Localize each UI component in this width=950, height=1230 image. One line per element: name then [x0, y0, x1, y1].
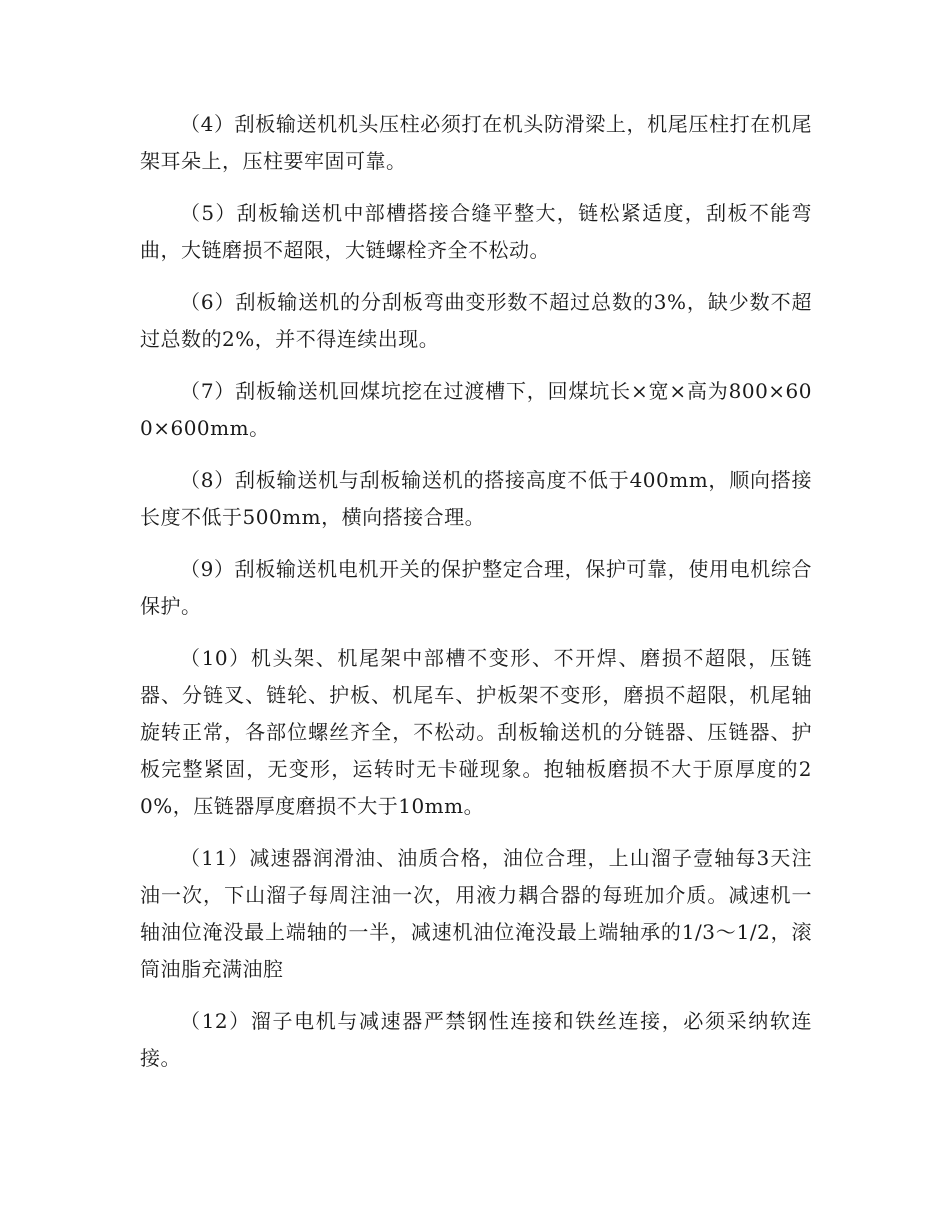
document-body [140, 106, 812, 1092]
paragraph-item-12: （12）溜子电机与减速器严禁钢性连接和铁丝连接，必须采纳软连接。 [140, 1009, 812, 1070]
paragraph-item-5: （5）刮板输送机中部槽搭接合缝平整大，链松紧适度，刮板不能弯曲，大链磨损不超限，大链螺栓齐全不松动。 [140, 201, 812, 262]
paragraph-item-4: （4）刮板输送机机头压柱必须打在机头防滑梁上，机尾压柱打在机尾架耳朵上，压柱要牢固可靠。 [140, 112, 812, 173]
paragraph-item-8: （8）刮板输送机与刮板输送机的搭接高度不低于400mm，顺向搭接长度不低于500mm，横向搭接合理。 [140, 468, 812, 529]
paragraph-item-10: （10）机头架、机尾架中部槽不变形、不开焊、磨损不超限，压链器、分链叉、链轮、护板、机尾车、护板架不变形，磨损不超限，机尾轴旋转正常，各部位螺丝齐全，不松动。刮板输送机的分链器、压链器、护板完整紧固，无变形，运转时无卡碰现象。抱轴板磨损不大于原厚度的20%，压链器厚度磨损不大于10mm。 [140, 646, 812, 818]
paragraph-item-9: （9）刮板输送机电机开关的保护整定合理，保护可靠，使用电机综合保护。 [140, 557, 812, 618]
paragraph-item-7: （7）刮板输送机回煤坑挖在过渡槽下，回煤坑长×宽×高为800×600×600mm。 [140, 379, 812, 440]
paragraph-item-6: （6）刮板输送机的分刮板弯曲变形数不超过总数的3%，缺少数不超过总数的2%，并不得连续出现。 [140, 290, 812, 351]
paragraph-item-11: （11）减速器润滑油、油质合格，油位合理，上山溜子壹轴每3天注油一次，下山溜子每周注油一次，用液力耦合器的每班加介质。减速机一轴油位淹没最上端轴的一半，减速机油位淹没最上端轴承的1/3～1/2，滚筒油脂充满油腔 [140, 846, 812, 981]
